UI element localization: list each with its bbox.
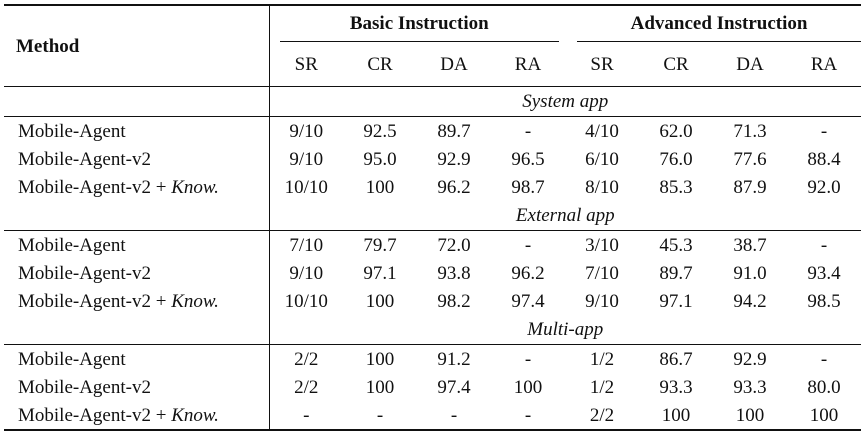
value-cell: 96.5 [511,148,545,170]
method-cell [4,345,269,374]
metric-header: CR [663,53,689,75]
value-cell: 62.0 [659,120,693,142]
value-cell: - [491,401,565,430]
section-row [4,201,861,231]
group-header-basic [269,5,565,42]
section-spacer [4,201,269,231]
value-cell: 86.7 [659,348,693,370]
value-cell: 85.3 [659,176,693,198]
value-cell: 4/10 [585,120,619,142]
table-row [4,231,861,260]
value-cell: 100 [513,376,543,398]
value-cell: 96.2 [511,262,545,284]
metric-header: CR [367,53,393,75]
value-cell: - [343,401,417,430]
value-cell: 95.0 [363,148,397,170]
value-cell: - [820,234,828,256]
value-cell: - [524,348,532,370]
method-name: Mobile-Agent-v2 + [18,176,172,198]
value-cell: 9/10 [269,145,343,173]
table-row [4,401,861,430]
section-spacer [4,315,269,345]
value-cell: - [269,401,343,430]
value-cell: 10/10 [269,287,343,315]
table-row [4,373,861,401]
method-name: Mobile-Agent-v2 + [18,290,172,312]
value-cell: 100 [787,401,861,430]
group-header-basic-label: Basic Instruction [280,6,560,42]
value-cell: 7/10 [585,262,619,284]
value-cell: 71.3 [733,120,767,142]
value-cell: 2/2 [269,345,343,374]
value-cell: 93.3 [659,376,693,398]
method-knowledge-suffix: Know. [171,176,219,198]
method-cell [4,401,269,430]
value-cell: - [524,120,532,142]
value-cell: 88.4 [807,148,841,170]
value-cell: 8/10 [585,176,619,198]
value-cell: 9/10 [269,259,343,287]
results-table-container [4,4,861,433]
section-row [4,87,861,117]
section-title: External app [269,201,861,231]
method-name: Mobile-Agent-v2 + [18,404,172,426]
value-cell: 96.2 [437,176,471,198]
value-cell: 100 [713,401,787,430]
value-cell: - [417,401,491,430]
table-row [4,117,861,146]
value-cell: 92.5 [363,120,397,142]
value-cell: 93.8 [437,262,471,284]
group-header-advanced [565,5,861,42]
value-cell: 9/10 [269,117,343,146]
value-cell: - [524,234,532,256]
value-cell: 93.3 [733,376,767,398]
table-row [4,345,861,374]
value-cell: 3/10 [585,234,619,256]
section-title: Multi-app [269,315,861,345]
value-cell: 89.7 [437,120,471,142]
value-cell: 38.7 [733,234,767,256]
value-cell: 1/2 [589,376,615,398]
value-cell: 91.0 [733,262,767,284]
metric-header: DA [736,53,764,75]
value-cell: 98.2 [437,290,471,312]
value-cell: 7/10 [269,231,343,260]
value-cell: 10/10 [269,173,343,201]
table-row [4,259,861,287]
value-cell: 45.3 [659,234,693,256]
method-name: Mobile-Agent [18,348,126,370]
value-cell: 97.4 [437,376,471,398]
value-cell: 92.9 [437,148,471,170]
value-cell: 92.0 [807,176,841,198]
method-cell [4,117,269,146]
value-cell: 80.0 [807,376,841,398]
metric-header: RA [514,53,542,75]
value-cell: 9/10 [585,290,619,312]
value-cell: - [820,120,828,142]
value-cell: 100 [365,376,395,398]
method-cell [4,173,269,201]
method-name: Mobile-Agent [18,234,126,256]
value-cell: 6/10 [585,148,619,170]
method-cell [4,259,269,287]
value-cell: 91.2 [437,348,471,370]
metric-header: RA [810,53,838,75]
method-cell [4,145,269,173]
value-cell: 100 [639,401,713,430]
metric-header: DA [440,53,468,75]
value-cell: 100 [365,176,395,198]
value-cell: 89.7 [659,262,693,284]
group-header-advanced-label: Advanced Instruction [577,6,861,42]
value-cell: 76.0 [659,148,693,170]
value-cell: 98.5 [807,290,841,312]
method-name: Mobile-Agent-v2 [18,262,151,284]
metric-header: SR [269,42,343,87]
method-name: Mobile-Agent-v2 [18,376,151,398]
value-cell: 98.7 [511,176,545,198]
method-cell [4,373,269,401]
metric-header: SR [590,53,614,75]
method-cell [4,231,269,260]
method-knowledge-suffix: Know. [171,290,219,312]
value-cell: 100 [365,290,395,312]
value-cell: 1/2 [589,348,615,370]
value-cell: 97.1 [659,290,693,312]
value-cell: 93.4 [807,262,841,284]
method-name: Mobile-Agent-v2 [18,148,151,170]
section-spacer [4,87,269,117]
method-name: Mobile-Agent [18,120,126,142]
method-knowledge-suffix: Know. [171,404,219,426]
method-cell [4,287,269,315]
table-row [4,173,861,201]
value-cell: 100 [365,348,395,370]
table-row [4,287,861,315]
table-row [4,145,861,173]
value-cell: 94.2 [733,290,767,312]
value-cell: 72.0 [437,234,471,256]
value-cell: 77.6 [733,148,767,170]
value-cell: 2/2 [269,373,343,401]
value-cell: 79.7 [363,234,397,256]
value-cell: 2/2 [565,401,639,430]
method-header: Method [4,5,269,87]
value-cell: 92.9 [733,348,767,370]
value-cell: - [820,348,828,370]
value-cell: 87.9 [733,176,767,198]
section-title: System app [269,87,861,117]
value-cell: 97.1 [363,262,397,284]
section-row [4,315,861,345]
results-table [4,4,861,431]
value-cell: 97.4 [511,290,545,312]
